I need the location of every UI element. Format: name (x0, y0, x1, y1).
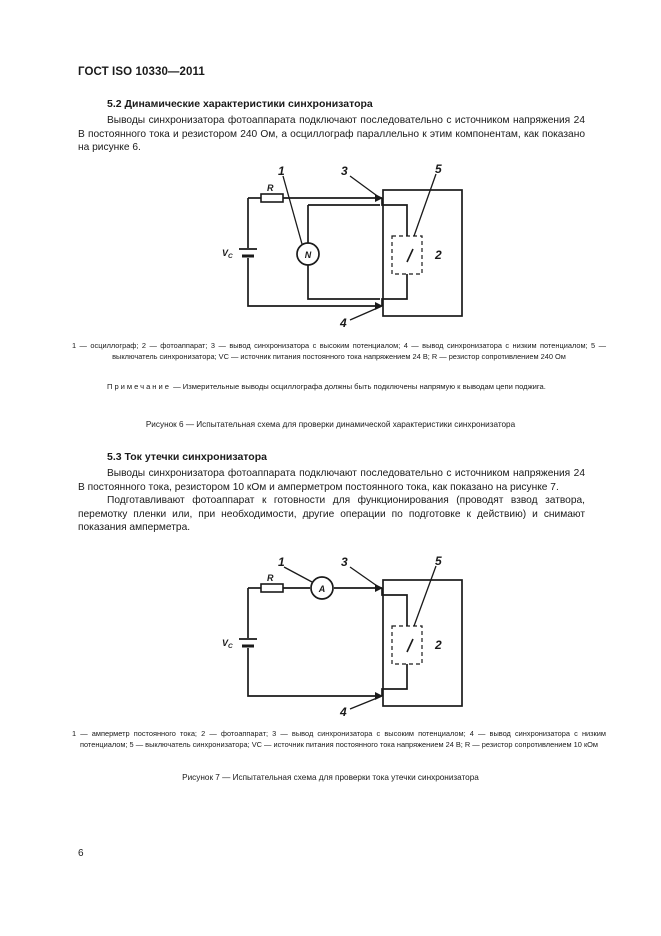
figure-7-label-4: 4 (340, 705, 347, 719)
figure-7-battery-symbol (239, 638, 258, 648)
figure-6-legend: 1 — осциллограф; 2 — фотоаппарат; 3 — вывод синхронизатора с высоким потенциалом; 4 — вывод синхронизатора с низким потенциалом; 5 — выключатель синхронизатора; VC — источник питания постоянного тока напряжением 24 В; R — резистор сопротивлением 240 Ом (72, 341, 606, 361)
figure-6-caption: Рисунок 6 — Испытательная схема для проверки динамической характеристики синхронизатора (145, 420, 516, 429)
figure-7-circuit-diagram (0, 550, 661, 725)
figure-6-battery-symbol (239, 248, 258, 258)
section-5-3-paragraph-1: Выводы синхронизатора фотоаппарата подключают последовательно с источником напряжения 24 В постоянного тока, резистором 10 кОм и амперметром постоянного тока, как показано на рисунке 7. (78, 468, 585, 493)
figure-6-note-label: Примечание (107, 382, 171, 391)
figure-6-label-2: 2 (435, 248, 442, 262)
figure-7-caption: Рисунок 7 — Испытательная схема для проверки тока утечки синхронизатора (182, 773, 479, 782)
figure-7-label-2: 2 (435, 638, 442, 652)
document-header: ГОСТ ISO 10330—2011 (78, 66, 205, 78)
figure-6-circuit-diagram (0, 160, 661, 340)
figure-6-label-vc: $V_C$ (222, 248, 233, 260)
figure-6-switch-symbol (392, 236, 422, 274)
figure-7-label-vc: $V_C$ (222, 638, 233, 650)
figure-7-switch-symbol (392, 626, 422, 664)
figure-7-legend: 1 — амперметр постоянного тока; 2 — фотоаппарат; 3 — вывод синхронизатора с высоким потенциалом; 4 — вывод синхронизатора с низким потенциалом; 5 — выключатель синхронизатора; VC — источник питания постоянного тока напряжением 24 В; R — резистор сопротивлением 10 кОм (72, 729, 606, 749)
section-5-3-title: 5.3 Ток утечки синхронизатора (107, 451, 267, 463)
figure-6-meter-letter: N (304, 250, 312, 260)
figure-6-note-text: — Измерительные выводы осциллографа должны быть подключены напрямую к выводам цепи поджига. (170, 382, 546, 391)
figure-6-label-5: 5 (435, 162, 442, 176)
figure-6-label-1: 1 (278, 164, 285, 178)
figure-6-label-3: 3 (341, 164, 348, 178)
figure-6-label-4: 4 (340, 316, 347, 330)
section-5-2-paragraph: Выводы синхронизатора фотоаппарата подключают последовательно с источником напряжения 24 В постоянного тока и резистором 240 Ом, а осциллограф параллельно к этим компонентам, как показано на рисунке 6. (78, 115, 585, 154)
figure-7-label-1: 1 (278, 555, 285, 569)
section-5-2-title: 5.2 Динамические характеристики синхронизатора (107, 98, 373, 110)
page-number: 6 (78, 848, 84, 859)
figure-7-label-r: R (267, 573, 274, 583)
figure-6-label-r: R (267, 183, 274, 193)
figure-6-resistor-symbol (261, 194, 283, 202)
figure-7-label-5: 5 (435, 554, 442, 568)
figure-7-resistor-symbol (261, 584, 283, 592)
section-5-3-paragraph-2: Подготавливают фотоаппарат к готовности для функционирования (проводят взвод затвора, перемотку пленки или, при необходимости, другие операции по подготовке к действию) и снимают показания амперметра. (78, 495, 585, 534)
figure-7-label-3: 3 (341, 555, 348, 569)
figure-7-meter-letter: A (318, 584, 326, 594)
figure-6-note (78, 381, 593, 394)
